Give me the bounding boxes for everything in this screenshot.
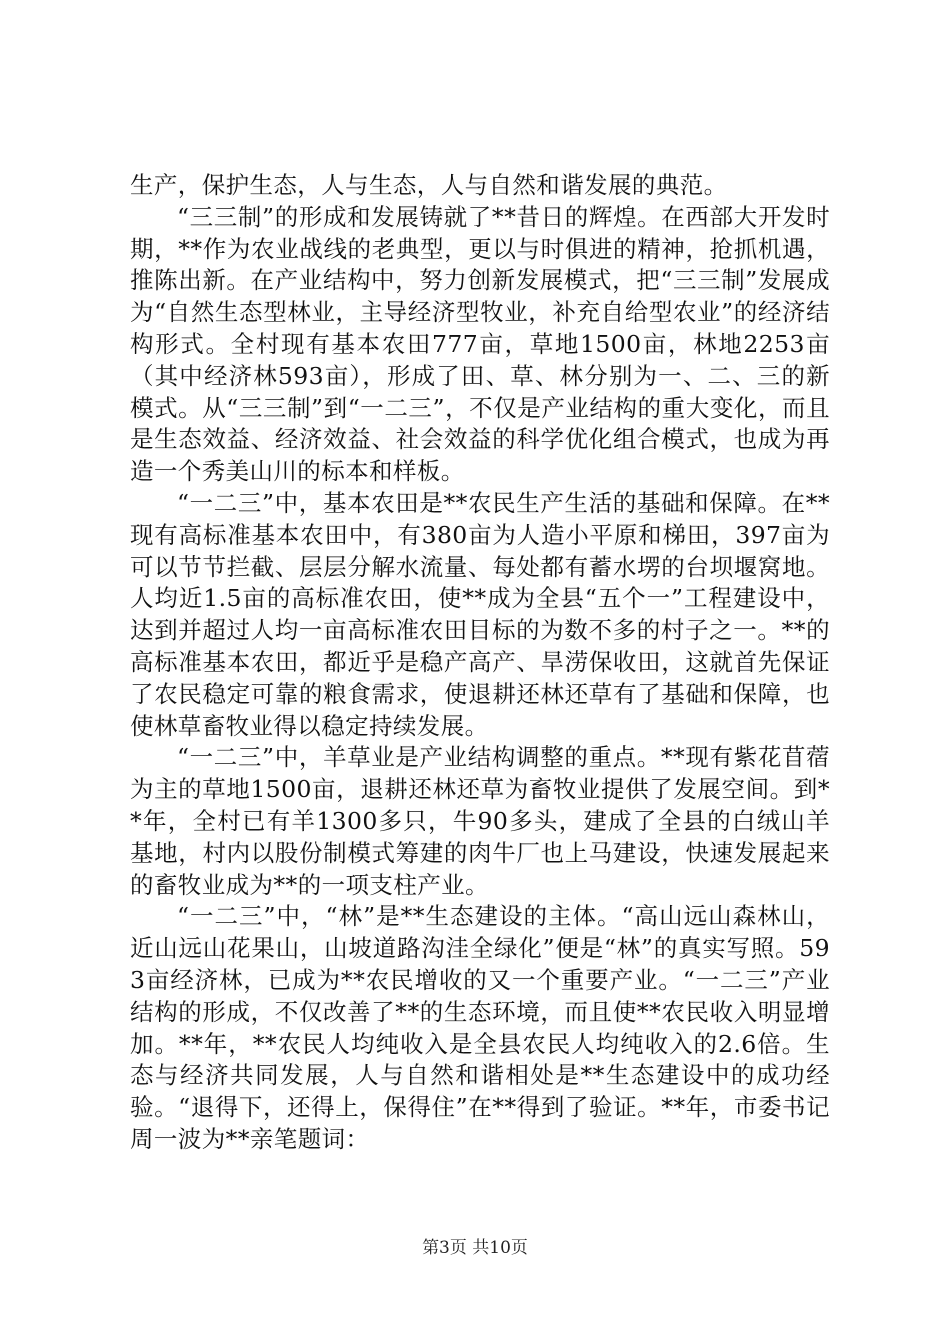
paragraph-continued: 生产，保护生态，人与生态，人与自然和谐发展的典范。: [130, 171, 728, 199]
page-footer: 第3页 共10页: [422, 1238, 528, 1258]
paragraph-grass-livestock: “一二三”中，羊草业是产业结构调整的重点。**现有紫花苜蓿为主的草地1500亩，退耕还林还草为畜牧业提供了发展空间。到**年，全村已有羊1300多只，牛90多头，建成了全县的白绒山羊基地，村内以股份制模式筹建的肉牛厂也上马建设，快速发展起来的畜牧业成为**的一项支柱产业。: [130, 743, 830, 899]
paragraph-three-three-system: “三三制”的形成和发展铸就了**昔日的辉煌。在西部大开发时期，**作为农业战线的老典型，更以与时俱进的精神，抢抓机遇，推陈出新。在产业结构中，努力创新发展模式，把“三三制”发展成为“自然生态型林业，主导经济型牧业，补充自给型农业”的经济结构形式。全村现有基本农田777亩，草地1500亩，林地2253亩（其中经济林593亩），形成了田、草、林分别为一、二、三的新模式。从“三三制”到“一二三”，不仅是产业结构的重大变化，而且是生态效益、经济效益、社会效益的科学优化组合模式，也成为再造一个秀美山川的标本和样板。: [130, 202, 830, 486]
document-body: [130, 170, 830, 1156]
paragraph-forest: “一二三”中，“林”是**生态建设的主体。“高山远山森林山，近山远山花果山，山坡道路沟洼全绿化”便是“林”的真实写照。593亩经济林，已成为**农民增收的又一个重要产业。“一二三”产业结构的形成，不仅改善了**的生态环境，而且使**农民收入明显增加。**年，**农民人均纯收入是全县农民人均纯收入的2.6倍。生态与经济共同发展，人与自然和谐相处是**生态建设中的成功经验。“退得下，还得上，保得住”在**得到了验证。**年，市委书记周一波为**亲笔题词：: [130, 902, 830, 1153]
paragraph-farmland: “一二三”中，基本农田是**农民生产生活的基础和保障。在**现有高标准基本农田中，有380亩为人造小平原和梯田，397亩为可以节节拦截、层层分解水流量、每处都有蓄水塄的台坝堰窝地。人均近1.5亩的高标准农田，使**成为全县“五个一”工程建设中，达到并超过人均一亩高标准农田目标的为数不多的村子之一。**的高标准基本农田，都近乎是稳产高产、旱涝保收田，这就首先保证了农民稳定可靠的粮食需求，使退耕还林还草有了基础和保障，也使林草畜牧业得以稳定持续发展。: [130, 488, 830, 740]
